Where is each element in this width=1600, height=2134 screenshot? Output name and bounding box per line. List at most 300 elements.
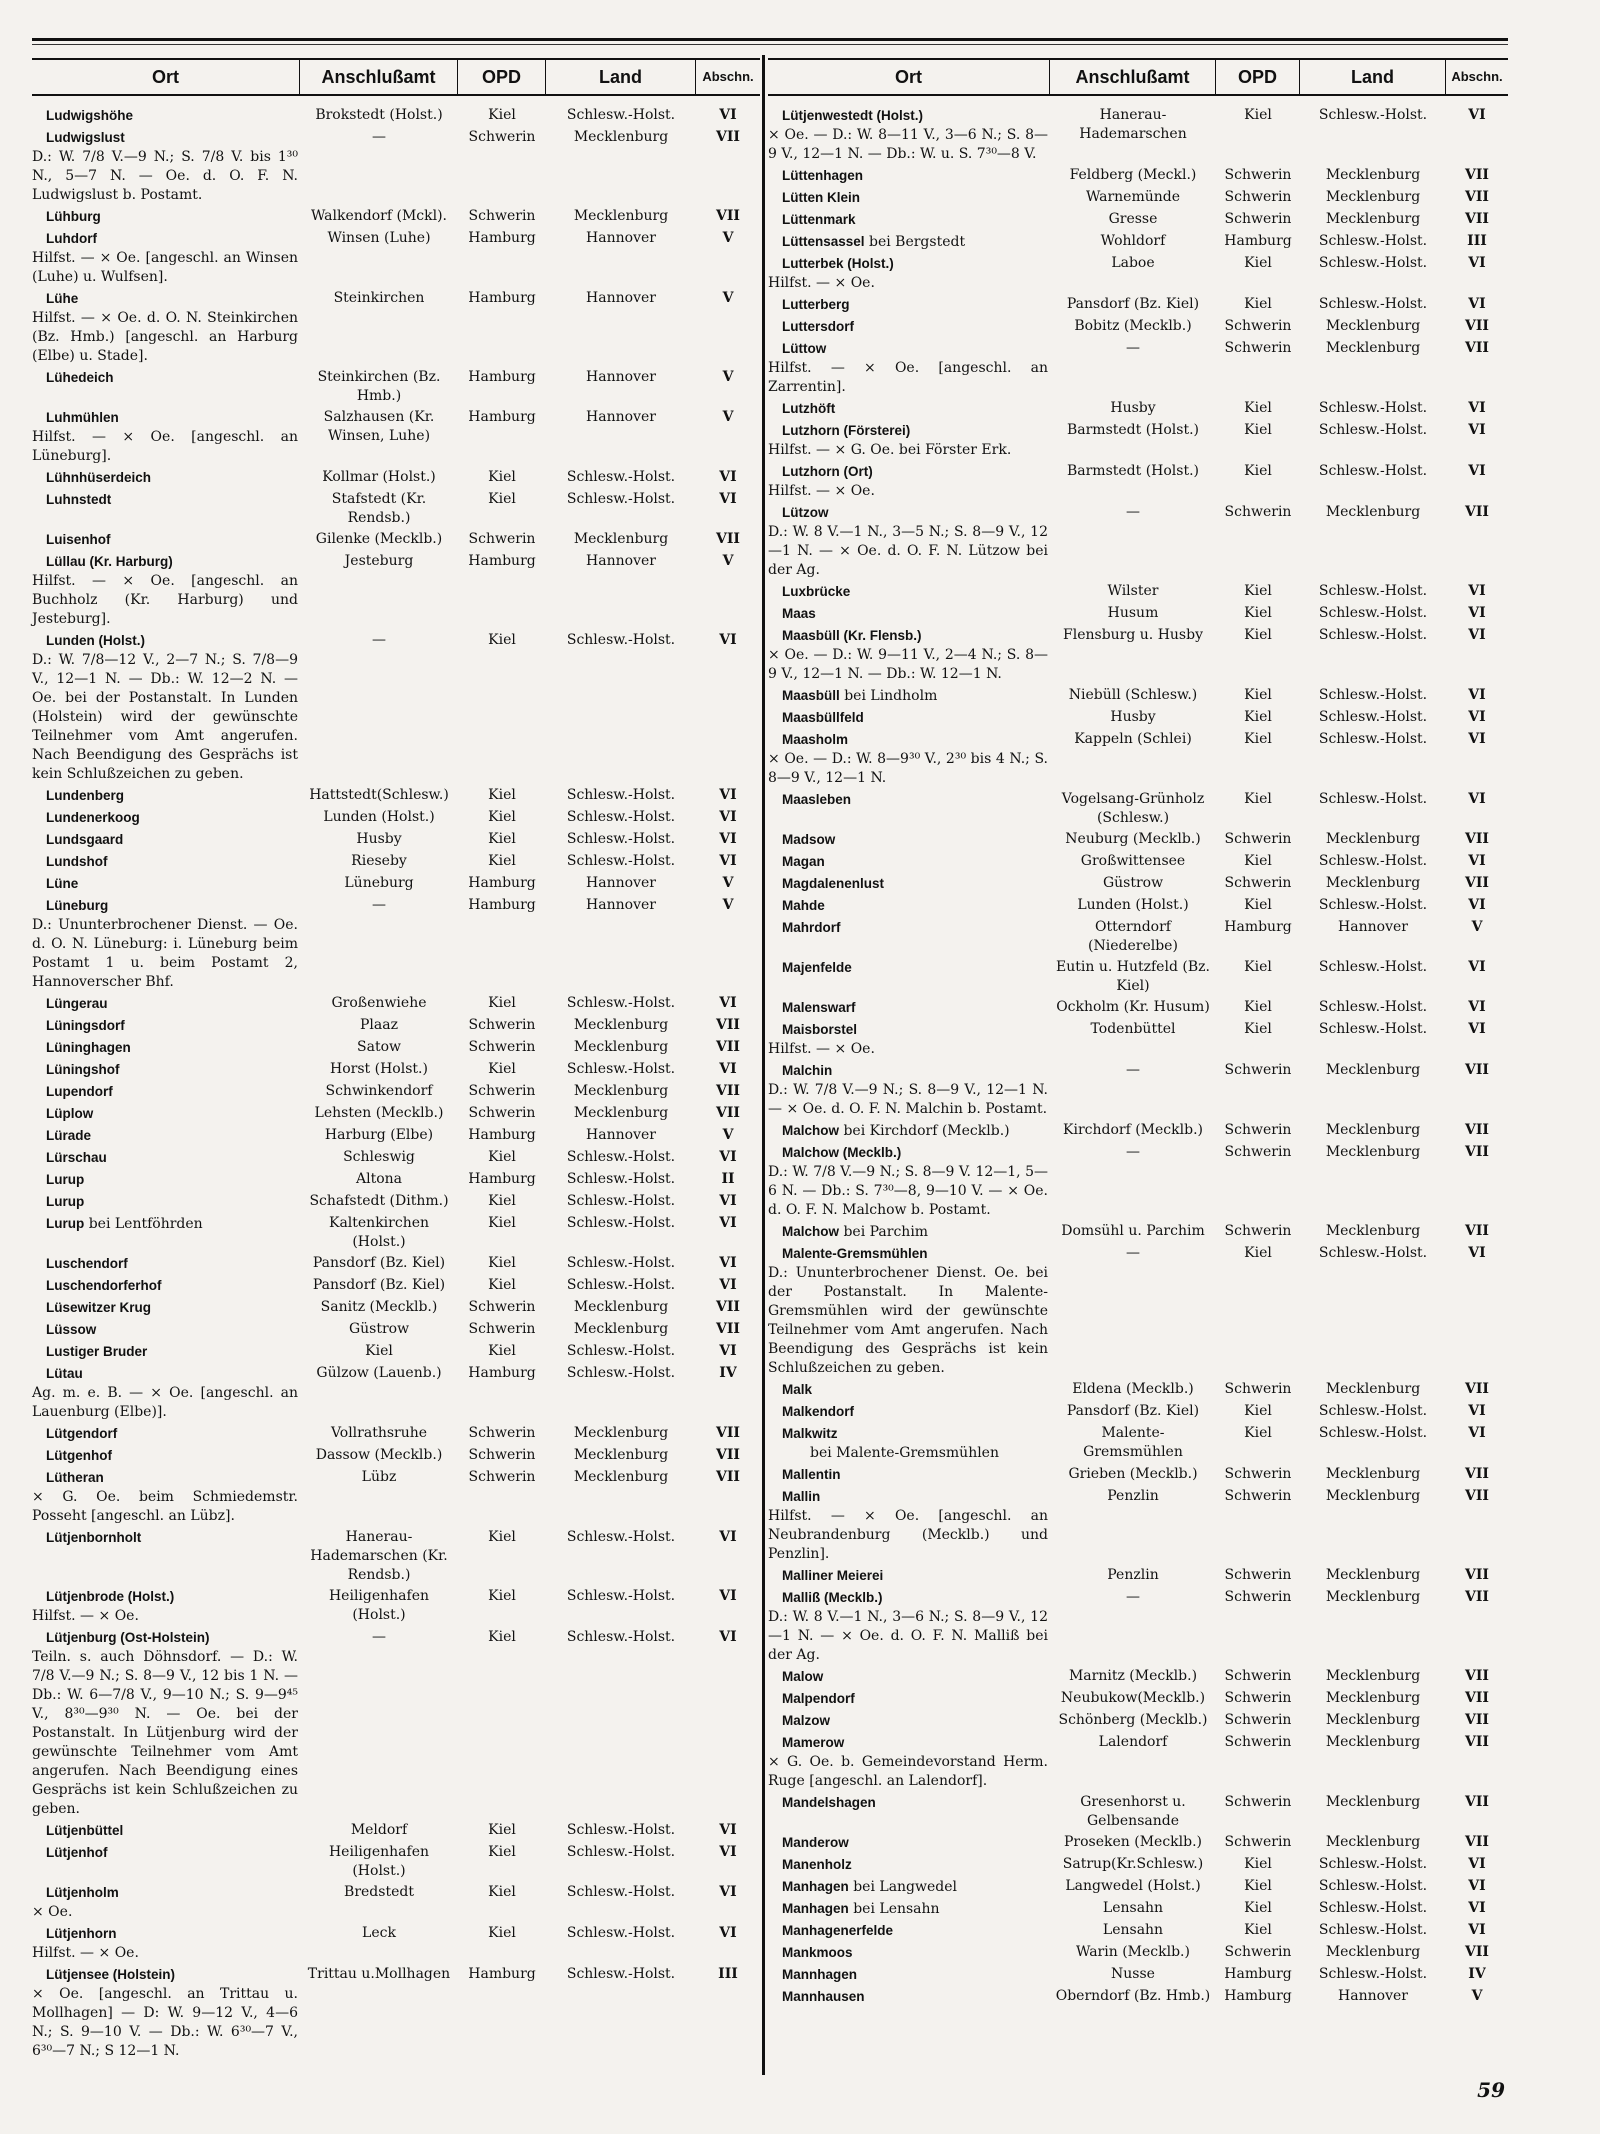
place-note: Hilfst. — × Oe. [angeschl. an Zarrentin]. xyxy=(768,360,1048,395)
place-name: Luhnstedt xyxy=(46,492,112,507)
land-cell: Mecklenburg xyxy=(573,1039,669,1055)
opd-cell: Schwerin xyxy=(1224,318,1292,334)
land-cell: Schlesw.-Holst. xyxy=(1318,255,1428,271)
table-row xyxy=(32,1170,760,1190)
abschnitt-cell: VI xyxy=(719,995,737,1011)
anschlussamt-cell: Pansdorf (Bz. Kiel) xyxy=(312,1277,446,1293)
place-name: Lurup xyxy=(46,1194,85,1209)
place-cell xyxy=(32,1843,300,1881)
opd-cell: Kiel xyxy=(488,632,516,648)
table-row xyxy=(768,708,1508,728)
opd-cell: Schwerin xyxy=(1224,1567,1292,1583)
place-name: Manhagenerfelde xyxy=(782,1923,894,1938)
anschlussamt-cell: — xyxy=(1126,1245,1140,1261)
table-row xyxy=(768,1487,1508,1564)
land-cell: Mecklenburg xyxy=(573,531,669,547)
anschlussamt-cell: Lensahn xyxy=(1102,1922,1164,1938)
table-row xyxy=(768,918,1508,956)
opd-cell: Kiel xyxy=(488,107,516,123)
abschnitt-cell: VI xyxy=(719,1255,737,1271)
place-name: Luisenhof xyxy=(46,532,111,547)
place-cell xyxy=(768,421,1050,460)
opd-cell: Kiel xyxy=(488,469,516,485)
opd-cell: Kiel xyxy=(1244,999,1272,1015)
place-name: Lürschau xyxy=(46,1150,107,1165)
opd-cell: Hamburg xyxy=(468,230,536,246)
land-cell: Hannover xyxy=(1338,1988,1408,2004)
opd-cell: Kiel xyxy=(1244,627,1272,643)
table-row xyxy=(32,207,760,227)
abschnitt-cell: VI xyxy=(719,1529,737,1545)
land-cell: Schlesw.-Holst. xyxy=(1318,1878,1428,1894)
abschnitt-cell: VI xyxy=(1468,1403,1486,1419)
anschlussamt-cell: Dassow (Mecklb.) xyxy=(315,1447,443,1463)
land-cell: Mecklenburg xyxy=(1325,211,1421,227)
place-cell xyxy=(32,1298,300,1318)
abschnitt-cell: VII xyxy=(1465,1668,1489,1684)
anschlussamt-cell: Langwedel (Holst.) xyxy=(1065,1878,1201,1894)
place-cell xyxy=(32,368,300,406)
table-row xyxy=(32,289,760,366)
table-row xyxy=(32,830,760,850)
place-cell xyxy=(32,408,300,466)
place-cell xyxy=(32,289,300,366)
left-column xyxy=(32,58,760,2063)
table-row xyxy=(32,1364,760,1422)
abschnitt-cell: VI xyxy=(1468,1900,1486,1916)
table-row xyxy=(768,1222,1508,1242)
opd-cell: Schwerin xyxy=(468,1447,536,1463)
place-name: Lütjenhof xyxy=(46,1845,108,1860)
abschnitt-cell: VI xyxy=(719,831,737,847)
place-name: Maasbüll (Kr. Flensb.) xyxy=(782,628,922,643)
opd-cell: Schwerin xyxy=(1224,1381,1292,1397)
place-cell xyxy=(768,582,1050,602)
place-note: × G. Oe. beim Schmiedemstr. Posseht [angeschl. an Lübz]. xyxy=(32,1489,298,1524)
place-cell xyxy=(32,229,300,287)
place-note: Hilfst. — × Oe. xyxy=(768,1041,875,1057)
place-cell xyxy=(768,254,1050,293)
place-suffix: bei Lensahn xyxy=(848,1901,940,1917)
abschnitt-cell: V xyxy=(1471,919,1483,935)
right-table-header xyxy=(768,58,1508,96)
opd-cell: Hamburg xyxy=(468,409,536,425)
abschnitt-cell: VI xyxy=(719,1215,737,1231)
abschnitt-cell: VI xyxy=(1468,583,1486,599)
table-row xyxy=(32,1104,760,1124)
abschnitt-cell: VI xyxy=(719,853,737,869)
table-row xyxy=(768,1061,1508,1119)
place-suffix: bei Langwedel xyxy=(848,1879,958,1895)
abschnitt-cell: VII xyxy=(716,1299,740,1315)
place-cell xyxy=(768,1689,1050,1709)
land-cell: Schlesw.-Holst. xyxy=(1318,959,1428,975)
place-name: Lüttow xyxy=(782,341,827,356)
place-cell xyxy=(32,874,300,894)
abschnitt-cell: III xyxy=(1467,233,1487,249)
opd-cell: Schwerin xyxy=(468,1083,536,1099)
abschnitt-cell: V xyxy=(722,369,734,385)
land-cell: Schlesw.-Holst. xyxy=(1318,731,1428,747)
anschlussamt-cell: Warnemünde xyxy=(1085,189,1181,205)
table-row xyxy=(32,229,760,287)
anschlussamt-cell: Winsen (Luhe) xyxy=(327,230,431,246)
place-name: Lühburg xyxy=(46,209,101,224)
place-name: Lundenberg xyxy=(46,788,124,803)
place-cell xyxy=(768,339,1050,397)
anschlussamt-cell: — xyxy=(1126,1589,1140,1605)
anschlussamt-cell: Proseken (Mecklb.) xyxy=(1063,1834,1202,1850)
abschnitt-cell: VI xyxy=(719,491,737,507)
land-cell: Mecklenburg xyxy=(1325,1834,1421,1850)
abschnitt-cell: VI xyxy=(1468,1922,1486,1938)
place-name: Manhagen xyxy=(782,1879,849,1894)
opd-cell: Kiel xyxy=(1244,296,1272,312)
place-cell xyxy=(32,1104,300,1124)
abschnitt-cell: VI xyxy=(1468,959,1486,975)
place-cell xyxy=(768,874,1050,894)
anschlussamt-cell: Salzhausen (Kr. Winsen, Luhe) xyxy=(323,409,435,444)
place-cell xyxy=(768,106,1050,164)
land-cell: Hannover xyxy=(586,553,656,569)
opd-cell: Kiel xyxy=(488,1844,516,1860)
place-cell xyxy=(32,1424,300,1444)
opd-cell: Schwerin xyxy=(1224,504,1292,520)
place-name: Lutzhorn (Ort) xyxy=(782,464,873,479)
abschnitt-cell: VI xyxy=(719,809,737,825)
table-row xyxy=(32,1126,760,1146)
place-name: Lupendorf xyxy=(46,1084,113,1099)
abschnitt-cell: VI xyxy=(1468,687,1486,703)
table-row xyxy=(768,686,1508,706)
anschlussamt-cell: Lalendorf xyxy=(1098,1734,1168,1750)
place-cell xyxy=(768,295,1050,315)
table-row xyxy=(768,1667,1508,1687)
land-cell: Schlesw.-Holst. xyxy=(566,787,676,803)
place-note: × Oe. xyxy=(32,1904,73,1920)
place-note: D.: W. 7/8—12 V., 2—7 N.; S. 7/8—9 V., 12—1 N. — Db.: W. 12—2 N. — Oe. bei der Postanstalt. In Lunden (Holstein) wird der gewünschte Teilnehmer vom Amt angerufen. Nach Beendigung des Gesprächs ist kein Schlußzeichen zu geben. xyxy=(32,652,298,782)
opd-cell: Schwerin xyxy=(1224,1712,1292,1728)
land-cell: Mecklenburg xyxy=(1325,1223,1421,1239)
place-suffix: bei Kirchdorf (Mecklb.) xyxy=(839,1123,1010,1139)
left-table-body xyxy=(32,106,760,2061)
table-row xyxy=(768,210,1508,230)
abschnitt-cell: VII xyxy=(716,129,740,145)
table-row xyxy=(32,490,760,528)
land-cell: Schlesw.-Holst. xyxy=(1318,1425,1428,1441)
place-name: Magdalenenlust xyxy=(782,876,885,891)
table-row xyxy=(768,1987,1508,2007)
anschlussamt-cell: Lüneburg xyxy=(344,875,414,891)
place-suffix: bei Malente-Gremsmühlen xyxy=(810,1445,999,1461)
place-name: Mallentin xyxy=(782,1467,841,1482)
land-cell: Hannover xyxy=(1338,919,1408,935)
place-name: Malow xyxy=(782,1669,824,1684)
header-anschlussamt: Anschlußamt xyxy=(300,60,458,94)
anschlussamt-cell: — xyxy=(1126,340,1140,356)
place-name: Malchin xyxy=(782,1063,833,1078)
abschnitt-cell: VI xyxy=(1468,400,1486,416)
place-cell xyxy=(768,1833,1050,1853)
place-cell xyxy=(32,128,300,205)
abschnitt-cell: VII xyxy=(716,531,740,547)
opd-cell: Hamburg xyxy=(468,1966,536,1982)
place-name: Lütheran xyxy=(46,1470,104,1485)
place-note: Hilfst. — × Oe. d. O. N. Steinkirchen (Bz. Hmb.) [angeschl. an Harburg (Elbe) u. Stade]. xyxy=(32,310,298,364)
place-name: Lütjenburg (Ost-Holstein) xyxy=(46,1630,210,1645)
opd-cell: Hamburg xyxy=(468,369,536,385)
abschnitt-cell: V xyxy=(722,875,734,891)
anschlussamt-cell: Walkendorf (Mckl). xyxy=(310,208,447,224)
place-suffix: bei Parchim xyxy=(839,1224,929,1240)
place-cell xyxy=(768,1877,1050,1897)
anschlussamt-cell: Großwittensee xyxy=(1080,853,1186,869)
place-note: × Oe. [angeschl. an Trittau u. Mollhagen] — D: W. 9—12 V., 4—6 N.; S. 9—10 V. — Db.: W. 6³⁰—7 V., 6³⁰—7 N.; S 12—1 N. xyxy=(32,1986,298,2059)
place-name: Maisborstel xyxy=(782,1022,858,1037)
opd-cell: Kiel xyxy=(1244,853,1272,869)
place-cell xyxy=(768,958,1050,996)
opd-cell: Kiel xyxy=(1244,959,1272,975)
place-name: Lutterberg xyxy=(782,297,850,312)
abschnitt-cell: VI xyxy=(1468,731,1486,747)
abschnitt-cell: VII xyxy=(1465,1690,1489,1706)
abschnitt-cell: VII xyxy=(1465,189,1489,205)
place-name: Lüningsdorf xyxy=(46,1018,125,1033)
anschlussamt-cell: — xyxy=(372,632,386,648)
opd-cell: Kiel xyxy=(488,1255,516,1271)
anschlussamt-cell: Güstrow xyxy=(1102,875,1164,891)
opd-cell: Hamburg xyxy=(468,553,536,569)
place-name: Mandelshagen xyxy=(782,1795,876,1810)
opd-cell: Hamburg xyxy=(468,1171,536,1187)
abschnitt-cell: VII xyxy=(1465,1712,1489,1728)
land-cell: Mecklenburg xyxy=(1325,1690,1421,1706)
place-cell xyxy=(32,1276,300,1296)
abschnitt-cell: V xyxy=(722,230,734,246)
place-name: Lüsewitzer Krug xyxy=(46,1300,152,1315)
place-name: Ludwigshöhe xyxy=(46,108,133,123)
abschnitt-cell: VI xyxy=(1468,791,1486,807)
land-cell: Mecklenburg xyxy=(1325,1466,1421,1482)
anschlussamt-cell: Eldena (Mecklb.) xyxy=(1072,1381,1194,1397)
top-rule xyxy=(32,38,1508,41)
table-row xyxy=(768,1965,1508,1985)
opd-cell: Hamburg xyxy=(468,1365,536,1381)
place-name: Malkendorf xyxy=(782,1404,855,1419)
opd-cell: Schwerin xyxy=(468,1469,536,1485)
land-cell: Mecklenburg xyxy=(573,1299,669,1315)
opd-cell: Kiel xyxy=(488,1193,516,1209)
place-suffix: bei Bergstedt xyxy=(864,234,966,250)
abschnitt-cell: V xyxy=(722,553,734,569)
land-cell: Schlesw.-Holst. xyxy=(566,1365,676,1381)
abschnitt-cell: VI xyxy=(1468,605,1486,621)
place-note: Ag. m. e. B. — × Oe. [angeschl. an Lauenburg (Elbe)]. xyxy=(32,1385,298,1420)
place-name: Malliner Meierei xyxy=(782,1568,884,1583)
place-name: Maasbüll xyxy=(782,688,840,703)
land-cell: Schlesw.-Holst. xyxy=(1318,1900,1428,1916)
table-row xyxy=(768,503,1508,580)
land-cell: Schlesw.-Holst. xyxy=(1318,791,1428,807)
place-suffix: bei Lindholm xyxy=(839,688,938,704)
land-cell: Mecklenburg xyxy=(573,1321,669,1337)
anschlussamt-cell: Steinkirchen xyxy=(333,290,425,306)
place-cell xyxy=(32,1016,300,1036)
table-row xyxy=(32,994,760,1014)
abschnitt-cell: VII xyxy=(1465,504,1489,520)
table-row xyxy=(768,1733,1508,1791)
abschnitt-cell: VII xyxy=(1465,1144,1489,1160)
place-cell xyxy=(32,1038,300,1058)
place-cell xyxy=(768,1943,1050,1963)
place-note: Hilfst. — × Oe. xyxy=(768,483,875,499)
anschlussamt-cell: Steinkirchen (Bz. Hmb.) xyxy=(317,369,441,404)
abschnitt-cell: VII xyxy=(716,1105,740,1121)
anschlussamt-cell: Kollmar (Holst.) xyxy=(322,469,436,485)
anschlussamt-cell: — xyxy=(1126,1144,1140,1160)
place-cell xyxy=(768,1733,1050,1791)
anschlussamt-cell: Nusse xyxy=(1111,1966,1155,1982)
land-cell: Schlesw.-Holst. xyxy=(1318,853,1428,869)
place-cell xyxy=(32,1082,300,1102)
place-cell xyxy=(768,166,1050,186)
anschlussamt-cell: Hanerau-Hademarschen (Kr. Rendsb.) xyxy=(310,1529,448,1583)
table-row xyxy=(768,582,1508,602)
anschlussamt-cell: Vollrathsruhe xyxy=(330,1425,428,1441)
abschnitt-cell: IV xyxy=(1468,1966,1486,1982)
anschlussamt-cell: Husby xyxy=(1110,400,1156,416)
opd-cell: Kiel xyxy=(1244,709,1272,725)
abschnitt-cell: VI xyxy=(1468,1021,1486,1037)
place-name: Lurup xyxy=(46,1216,85,1231)
opd-cell: Hamburg xyxy=(468,290,536,306)
land-cell: Schlesw.-Holst. xyxy=(566,1171,676,1187)
opd-cell: Schwerin xyxy=(468,208,536,224)
place-name: Lütjenwestedt (Holst.) xyxy=(782,108,923,123)
opd-cell: Kiel xyxy=(1244,583,1272,599)
place-name: Lunden (Holst.) xyxy=(46,633,145,648)
land-cell: Schlesw.-Holst. xyxy=(566,1277,676,1293)
place-note: Hilfst. — × Oe. xyxy=(32,1945,139,1961)
anschlussamt-cell: Niebüll (Schlesw.) xyxy=(1068,687,1198,703)
land-cell: Mecklenburg xyxy=(1325,1794,1421,1810)
table-row xyxy=(32,1821,760,1841)
table-row xyxy=(32,530,760,550)
abschnitt-cell: V xyxy=(722,1127,734,1143)
anschlussamt-cell: Plaaz xyxy=(360,1017,398,1033)
land-cell: Schlesw.-Holst. xyxy=(566,809,676,825)
place-name: Lutzhorn (Försterei) xyxy=(782,423,911,438)
place-name: Malkwitz xyxy=(782,1426,838,1441)
place-cell xyxy=(768,686,1050,706)
opd-cell: Schwerin xyxy=(1224,1834,1292,1850)
table-row xyxy=(768,462,1508,501)
place-cell xyxy=(768,852,1050,872)
table-row xyxy=(32,1214,760,1252)
table-row xyxy=(768,830,1508,850)
place-name: Lüngerau xyxy=(46,996,108,1011)
anschlussamt-cell: Laboe xyxy=(1111,255,1155,271)
land-cell: Mecklenburg xyxy=(1325,1668,1421,1684)
table-row xyxy=(768,1877,1508,1897)
land-cell: Schlesw.-Holst. xyxy=(566,1884,676,1900)
abschnitt-cell: VI xyxy=(1468,422,1486,438)
abschnitt-cell: VI xyxy=(1468,853,1486,869)
land-cell: Schlesw.-Holst. xyxy=(1318,296,1428,312)
abschnitt-cell: VI xyxy=(719,1061,737,1077)
abschnitt-cell: VI xyxy=(1468,897,1486,913)
place-cell xyxy=(32,1126,300,1146)
anschlussamt-cell: — xyxy=(372,897,386,913)
place-cell xyxy=(32,808,300,828)
table-row xyxy=(32,1883,760,1922)
place-note: Teiln. s. auch Döhnsdorf. — D.: W. 7/8 V.—9 N.; S. 8—9 V., 12 bis 1 N. — Db.: W. 6—7/8 V., 9—10 N.; S. 9—9⁴⁵ V., 8³⁰—9³⁰ N. — Oe. bei der Postanstalt. In Lütjenburg wird der gewünschte Teilnehmer vom Amt angerufen. Nach Beendigung eines Gesprächs ist kein Schlußzeichen zu geben. xyxy=(32,1649,298,1817)
table-row xyxy=(768,399,1508,419)
abschnitt-cell: VII xyxy=(716,1039,740,1055)
place-cell xyxy=(768,232,1050,252)
anschlussamt-cell: Kiel xyxy=(365,1343,393,1359)
anschlussamt-cell: Lübz xyxy=(361,1469,397,1485)
land-cell: Schlesw.-Holst. xyxy=(1318,897,1428,913)
abschnitt-cell: VII xyxy=(1465,1567,1489,1583)
anschlussamt-cell: Lehsten (Mecklb.) xyxy=(314,1105,444,1121)
place-name: Maasholm xyxy=(782,732,849,747)
abschnitt-cell: V xyxy=(722,409,734,425)
place-cell xyxy=(32,631,300,784)
table-row xyxy=(32,1628,760,1819)
place-cell xyxy=(768,188,1050,208)
place-name: Manderow xyxy=(782,1835,849,1850)
abschnitt-cell: VI xyxy=(1468,1425,1486,1441)
anschlussamt-cell: — xyxy=(372,129,386,145)
land-cell: Mecklenburg xyxy=(1325,875,1421,891)
opd-cell: Hamburg xyxy=(468,1127,536,1143)
place-cell xyxy=(32,1342,300,1362)
anschlussamt-cell: Brokstedt (Holst.) xyxy=(315,107,443,123)
opd-cell: Kiel xyxy=(488,995,516,1011)
opd-cell: Schwerin xyxy=(1224,211,1292,227)
place-name: Manhagen xyxy=(782,1901,849,1916)
abschnitt-cell: VII xyxy=(1465,1834,1489,1850)
abschnitt-cell: VII xyxy=(1465,875,1489,891)
opd-cell: Schwerin xyxy=(468,1425,536,1441)
place-name: Lüttensassel xyxy=(782,234,865,249)
anschlussamt-cell: Altona xyxy=(355,1171,402,1187)
table-row xyxy=(768,1833,1508,1853)
place-cell xyxy=(768,708,1050,728)
place-note: Hilfst. — × G. Oe. bei Förster Erk. xyxy=(768,442,1012,458)
table-row xyxy=(32,468,760,488)
place-name: Malliß (Mecklb.) xyxy=(782,1590,883,1605)
anschlussamt-cell: Marnitz (Mecklb.) xyxy=(1068,1668,1198,1684)
anschlussamt-cell: Warin (Mecklb.) xyxy=(1076,1944,1190,1960)
land-cell: Schlesw.-Holst. xyxy=(1318,1966,1428,1982)
abschnitt-cell: VII xyxy=(1465,1381,1489,1397)
opd-cell: Kiel xyxy=(488,809,516,825)
opd-cell: Kiel xyxy=(488,1149,516,1165)
abschnitt-cell: VII xyxy=(716,1321,740,1337)
place-cell xyxy=(768,1899,1050,1919)
table-row xyxy=(32,1148,760,1168)
abschnitt-cell: VI xyxy=(719,1822,737,1838)
abschnitt-cell: VII xyxy=(1465,1488,1489,1504)
opd-cell: Kiel xyxy=(1244,255,1272,271)
opd-cell: Hamburg xyxy=(1224,233,1292,249)
place-note: D.: W. 7/8 V.—9 N.; S. 7/8 V. bis 1³⁰ N., 5—7 N. — Oe. d. O. F. N. Ludwigslust b. Postamt. xyxy=(32,149,298,203)
place-note: × Oe. — D.: W. 8—11 V., 3—6 N.; S. 8—9 V., 12—1 N. — Db.: W. u. S. 7³⁰—8 V. xyxy=(768,127,1048,162)
opd-cell: Kiel xyxy=(488,787,516,803)
abschnitt-cell: VI xyxy=(719,787,737,803)
